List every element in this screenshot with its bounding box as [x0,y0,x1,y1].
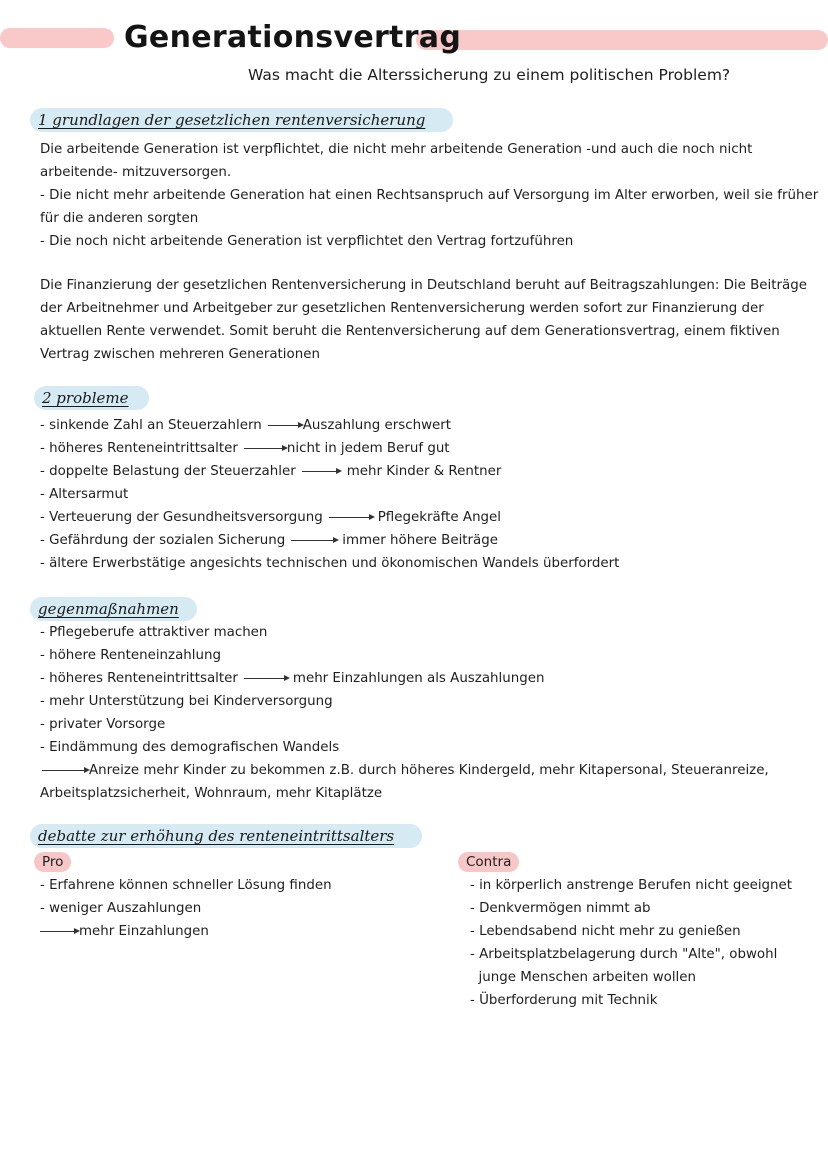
list-item: - in körperlich anstrenge Berufen nicht geeignet [470,878,793,893]
list-item: - Erfahrene können schneller Lösung finden [40,878,332,893]
list-item: - höheres Renteneintrittsalter nicht in jedem Beruf gut [40,441,450,456]
title-band-right [416,30,828,50]
section-heading-probleme: 2 probleme [34,386,149,410]
text-line: der Arbeitnehmer und Arbeitgeber zur gesetzlichen Rentenversicherung werden sofort zur Finanzierung der [40,301,764,316]
probleme-list [40,414,619,575]
list-item: - weniger Auszahlungen [40,901,202,916]
list-item: - mehr Unterstützung bei Kinderversorgung [40,694,333,709]
list-item: - Gefährdung der sozialen Sicherung immer höhere Beiträge [40,533,498,548]
contra-label: Contra [458,852,519,872]
list-item: Arbeitsplatzsicherheit, Wohnraum, mehr Kitaplätze [40,786,383,801]
list-item: - privater Vorsorge [40,717,166,732]
list-item: - höhere Renteneinzahlung [40,648,221,663]
pro-label: Pro [34,852,71,872]
list-item: - Lebendsabend nicht mehr zu genießen [470,924,741,939]
text-line: Die arbeitende Generation ist verpflichtet, die nicht mehr arbeitende Generation -und auch die noch nicht [40,142,753,157]
arrow-icon [268,425,302,426]
text-line: arbeitende- mitzuversorgen. [40,165,232,180]
section1-paragraph [40,274,807,366]
section-heading-grundlagen: 1 grundlagen der gesetzlichen rentenversicherung [30,108,453,132]
text-line: Die Finanzierung der gesetzlichen Rentenversicherung in Deutschland beruht auf Beitragszahlungen: Die Beiträge [40,278,807,293]
list-item: Anreize mehr Kinder zu bekommen z.B. durch höheres Kindergeld, mehr Kitapersonal, Steueranreize, [40,759,769,782]
list-item: - ältere Erwerbstätige angesichts technischen und ökonomischen Wandels überfordert [40,556,620,571]
section-heading-gegenmassnahmen: gegenmaßnahmen [30,597,197,621]
arrow-icon [244,678,288,679]
arrow-icon [291,540,337,541]
list-item: - Überforderung mit Technik [470,993,658,1008]
title-band-left [0,28,114,48]
section-heading-debatte: debatte zur erhöhung des renteneintrittsalters [30,824,422,848]
pro-list [40,874,332,943]
list-item: - Altersarmut [40,487,129,502]
list-item: - doppelte Belastung der Steuerzahler mehr Kinder & Rentner [40,464,502,479]
list-item: - Eindämmung des demografischen Wandels [40,740,340,755]
list-item: mehr Einzahlungen [40,920,332,943]
arrow-icon [302,471,340,472]
arrow-icon [244,448,286,449]
text-line: - Die noch nicht arbeitende Generation ist verpflichtet den Vertrag fortzuführen [40,234,574,249]
page-subtitle: Was macht die Alterssicherung zu einem politischen Problem? [248,66,731,84]
arrow-icon [329,517,373,518]
list-item: - sinkende Zahl an Steuerzahlern Auszahlung erschwert [40,418,452,433]
list-item: - Verteuerung der Gesundheitsversorgung Pflegekräfte Angel [40,510,502,525]
section1-body [40,138,818,253]
text-line: für die anderen sorgten [40,211,199,226]
list-item: - höheres Renteneintrittsalter mehr Einzahlungen als Auszahlungen [40,671,545,686]
arrow-icon [42,770,88,771]
page-title: Generationsvertrag [124,20,462,55]
text-line: Vertrag zwischen mehreren Generationen [40,347,320,362]
list-item: junge Menschen arbeiten wollen [470,970,696,985]
contra-list [470,874,792,1012]
text-line: aktuellen Rente verwendet. Somit beruht die Rentenversicherung auf dem Generationsvertrag, einem fiktiven [40,324,780,339]
list-item: - Denkvermögen nimmt ab [470,901,651,916]
gegenmassnahmen-list [40,621,769,805]
text-line: - Die nicht mehr arbeitende Generation hat einen Rechtsanspruch auf Versorgung im Alter erworben, weil sie früher [40,188,819,203]
list-item: - Pflegeberufe attraktiver machen [40,625,268,640]
list-item: - Arbeitsplatzbelagerung durch "Alte", obwohl [470,947,778,962]
arrow-icon [40,931,78,932]
